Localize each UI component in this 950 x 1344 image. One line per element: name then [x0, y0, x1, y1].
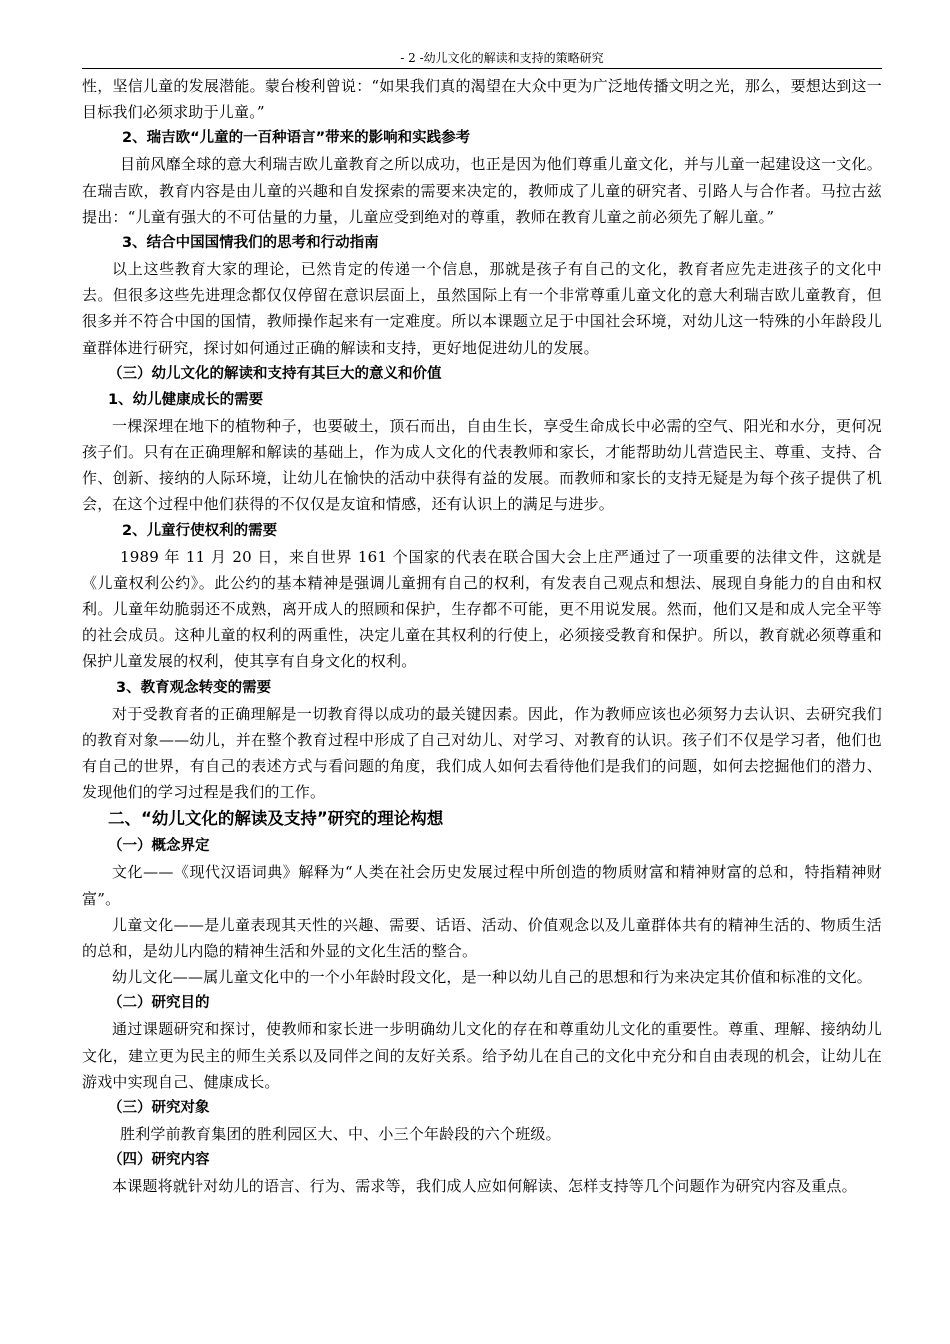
paragraph-def-young: 幼儿文化——属儿童文化中的一个小年龄时段文化，是一种以幼儿自己的思想和行为来决定其价值和标准的文化。: [112, 968, 873, 987]
heading-growth: 1、幼儿健康成长的需要: [108, 391, 264, 408]
paragraph-reggio: 目前风靡全球的意大利瑞吉欧儿童教育之所以成功，也正是因为他们尊重儿童文化，并与儿童一起建设这一文化。在瑞吉欧，教育内容是由儿童的兴趣和自发探索的需要来决定的，教师成了儿童的研究者、引路人与合作者。马拉古兹提出：“儿童有强大的不可估量的力量，儿童应受到绝对的尊重，教师在教育儿童之前必须先了解儿童。”: [82, 155, 882, 226]
paragraph-content: 本课题将就针对幼儿的语言、行为、需求等，我们成人应如何解读、怎样支持等几个问题作为研究内容及重点。: [112, 1177, 857, 1196]
heading-rights: 2、儿童行使权利的需要: [122, 522, 278, 539]
section-heading-theory: 二、“幼儿文化的解读及支持”研究的理论构想: [108, 809, 444, 829]
heading-definition: （一）概念界定: [108, 838, 210, 855]
paragraph-rights: 1989 年 11 月 20 日，来自世界 161 个国家的代表在联合国大会上庄严通过了一项重要的法律文件，这就是《儿童权利公约》。此公约的基本精神是强调儿童拥有自己的权利，有发表自己观点和想法、展现自身能力的自由和权利。儿童年幼脆弱还不成熟，离开成人的照顾和保护，生存都不可能，更不用说发展。然而，他们又是和成人完全平等的社会成员。这种儿童的权利的两重性，决定儿童在其权利的行使上，必须接受教育和保护。所以，教育就必须尊重和保护儿童发展的权利，使其享有自身文化的权利。: [82, 547, 882, 671]
paragraph-object: 胜利学前教育集团的胜利园区大、中、小三个年龄段的六个班级。: [120, 1125, 561, 1144]
heading-china: 3、结合中国国情我们的思考和行动指南: [122, 235, 379, 252]
heading-reggio: 2、瑞吉欧“儿童的一百种语言”带来的影响和实践参考: [122, 130, 471, 147]
paragraph-concept-change: 对于受教育者的正确理解是一切教育得以成功的最关键因素。因此，作为教师应该也必须努力去认识、去研究我们的教育对象——幼儿，并在整个教育过程中形成了自己对幼儿、对学习、对教育的认识。孩子们不仅是学习者，他们也有自己的世界，有自己的表述方式与看问题的角度，我们成人如何去看待他们是我们的问题，如何去挖掘他们的潜力、发现他们的学习过程是我们的工作。: [82, 704, 882, 802]
heading-purpose: （二）研究目的: [108, 995, 210, 1012]
heading-content: （四）研究内容: [108, 1152, 210, 1169]
paragraph-growth: 一棵深埋在地下的植物种子，也要破土，顶石而出，自由生长，享受生命成长中必需的空气、阳光和水分，更何况孩子们。只有在正确理解和解读的基础上，作为成人文化的代表教师和家长，才能帮助幼儿营造民主、尊重、支持、合作、创新、接纳的人际环境，让幼儿在愉快的活动中获得有益的发展。而教师和家长的支持无疑是为每个孩子提供了机会，在这个过程中他们获得的不仅仅是友谊和情感，还有认识上的满足与进步。: [82, 416, 882, 514]
heading-concept-change: 3、教育观念转变的需要: [116, 679, 272, 696]
paragraph-def-culture: 文化——《现代汉语词典》解释为“人类在社会历史发展过程中所创造的物质财富和精神财富的总和，特指精神财富”。: [82, 863, 882, 908]
heading-object: （三）研究对象: [108, 1100, 210, 1117]
page-header: - 2 -幼儿文化的解读和支持的策略研究: [82, 50, 882, 69]
paragraph-intro: 性，坚信儿童的发展潜能。蒙台梭利曾说：“如果我们真的渴望在大众中更为广泛地传播文明之光，那么，要想达到这一目标我们必须求助于儿童。”: [82, 77, 882, 122]
paragraph-def-children: 儿童文化——是儿童表现其天性的兴趣、需要、话语、活动、价值观念以及儿童群体共有的精神生活的、物质生活的总和，是幼儿内隐的精神生活和外显的文化生活的整合。: [82, 915, 882, 961]
document-page: [82, 50, 882, 1200]
paragraph-china: 以上这些教育大家的理论，已然肯定的传递一个信息，那就是孩子有自己的文化，教育者应先走进孩子的文化中去。但很多这些先进理念都仅仅停留在意识层面上，虽然国际上有一个非常尊重儿童文化的意大利瑞吉欧儿童教育，但很多并不符合中国的国情，教师操作起来有一定难度。所以本课题立足于中国社会环境，对幼儿这一特殊的小年龄段儿童群体进行研究，探讨如何通过正确的解读和支持，更好地促进幼儿的发展。: [82, 260, 882, 357]
paragraph-purpose: 通过课题研究和探讨，使教师和家长进一步明确幼儿文化的存在和尊重幼儿文化的重要性。尊重、理解、接纳幼儿文化，建立更为民主的师生关系以及同伴之间的友好关系。给予幼儿在自己的文化中充分和自由表现的机会，让幼儿在游戏中实现自己、健康成长。: [82, 1020, 882, 1091]
heading-meaning: （三）幼儿文化的解读和支持有其巨大的意义和价值: [108, 365, 442, 382]
